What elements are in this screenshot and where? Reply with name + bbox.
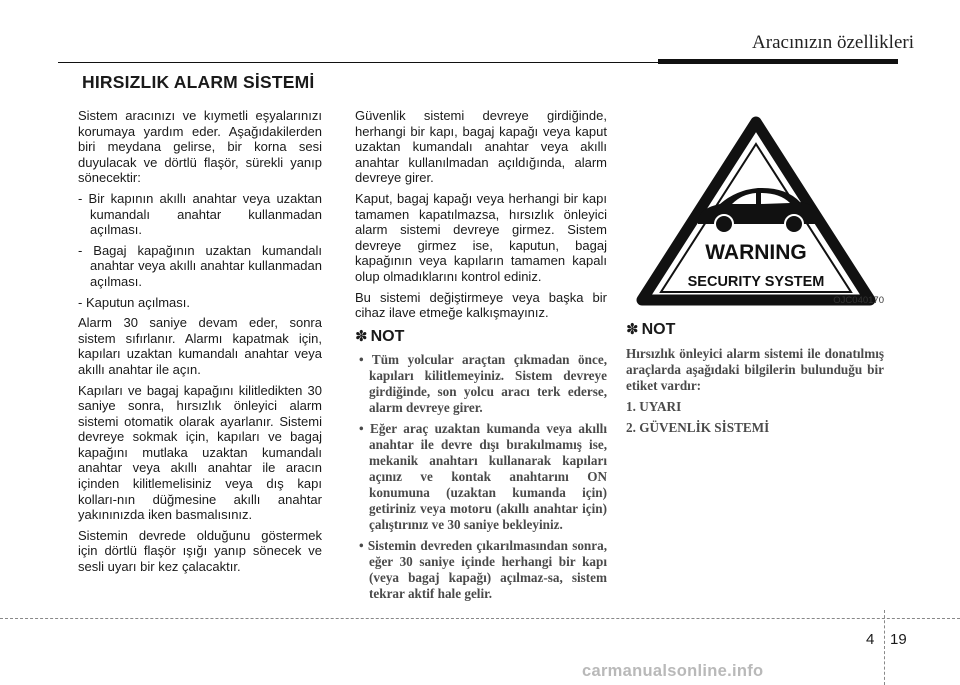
note-bullet: • Tüm yolcular araçtan çıkmadan önce, kapıları kilitlemeyiniz. Sistem devreye girdiğinde, son yolcu aracı terk ederse, alarm devreye girer. xyxy=(359,352,607,416)
header-rule xyxy=(58,62,658,63)
note-bullet: • Sistemin devreden çıkarılmasından sonra, eğer 30 saniye içinde herhangi bir kapı (veya bagaj kapağı) açılmaz-sa, sistem tekrar aktif hale gelir. xyxy=(359,538,607,602)
note-list-item: 1. UYARI xyxy=(626,398,682,414)
list-item: - Bir kapının akıllı anahtar veya uzaktan kumandalı anahtar kullanmadan açılması. xyxy=(78,190,322,238)
warning-triangle-icon xyxy=(628,108,884,308)
header-rule-thick xyxy=(658,59,898,64)
list-item: - Kaputun açılması. xyxy=(78,294,190,310)
note-title: NOT xyxy=(370,327,405,345)
footer-divider xyxy=(0,618,960,619)
note-star-icon: ✽ xyxy=(626,321,639,338)
footer-vertical-divider xyxy=(884,610,885,685)
column-1 xyxy=(78,108,322,580)
paragraph: Kaput, bagaj kapağı veya herhangi bir kapı tamamen kapatılmazsa, hırsızlık önleyici alarm sistemi devreye girmez. Sistem devreye girmez ise, kaputun, bagaj kapağının veya kapıların tamamen kapalı olup olmadıklarını kontrol ediniz. xyxy=(355,190,607,284)
paragraph: Bu sistemi değiştirmeye veya başka bir cihaz ilave etmeğe kalkışmayınız. xyxy=(355,289,607,321)
note-heading xyxy=(355,329,607,345)
section-title: HIRSIZLIK ALARM SİSTEMİ xyxy=(82,72,315,92)
note-text: Hırsızlık önleyici alarm sistemi ile donatılmış araçlarda aşağıdaki bilgilerin bulunduğu bir etiket vardır: xyxy=(626,345,884,393)
paragraph: Güvenlik sistemi devreye girdiğinde, herhangi bir kapı, bagaj kapağı veya kaput uzaktan kumandalı anahtar veya akıllı anahtar kullanılmadan açıldığında, alarm devreye girer. xyxy=(355,108,607,186)
list-item: - Bagaj kapağının uzaktan kumandalı anahtar veya akıllı anahtar kullanmadan açılması. xyxy=(78,242,322,289)
paragraph: Kapıları ve bagaj kapağını kilitledikten 30 saniye sonra, hırsızlık önleyici alarm sistemi otomatik olarak ayarlanır. Sistemi devreye sokmak için, kapıları ve bagaj kapağını mutlaka uzaktan kumandalı anahtar veya akıllı anahtar ile aracın içinden kilitlemelisiniz veya dış kapı kolları-nın düğmesine akıllı anahtar yakınınızda iken basmalısınız. xyxy=(78,382,322,523)
paragraph: Sistemin devrede olduğunu göstermek için dörtlü flaşör ışığı yanıp sönecek ve sesli uyarı bir kez çalacaktır. xyxy=(78,527,322,575)
paragraph: Alarm 30 saniye devam eder, sonra sistem sıfırlanır. Alarmı kapatmak için, kapıları uzaktan kumandalı anahtar veya akıllı anahtar ile açın. xyxy=(78,315,322,377)
security-warning-label-figure xyxy=(628,108,884,308)
watermark: carmanualsonline.info xyxy=(582,662,764,680)
header-title: Aracınızın özellikleri xyxy=(752,32,914,53)
note-heading xyxy=(626,322,884,338)
column-2 xyxy=(355,108,607,607)
security-system-text: SECURITY SYSTEM xyxy=(687,274,825,290)
intro-paragraph: Sistem aracınızı ve kıymetli eşyalarınızı korumaya yardım eder. Aşağıdakilerden biri meydana gelirse, bir korna sesi duyulacak ve dörtlü flaşör, sürekli yanıp sönecektir: xyxy=(78,108,322,186)
warning-text: WARNING xyxy=(705,241,807,264)
page-number: 19 xyxy=(890,631,907,648)
note-title: NOT xyxy=(641,321,676,338)
column-3 xyxy=(626,314,884,441)
figure-code: OJC040170 xyxy=(833,295,884,306)
chapter-number: 4 xyxy=(866,631,875,648)
note-bullet: • Eğer araç uzaktan kumanda veya akıllı anahtar ile devre dışı bırakılmamış ise, mekanik anahtarı kullanarak kapıları açınız ve kontak anahtarını ON konumuna (uzaktan kumanda için) getiriniz veya motoru (akıllı anahtar için) çalıştırınız ve 30 saniye bekleyiniz. xyxy=(359,421,607,533)
note-list-item: 2. GÜVENLİK SİSTEMİ xyxy=(626,419,770,435)
note-star-icon: ✽ xyxy=(355,327,368,345)
